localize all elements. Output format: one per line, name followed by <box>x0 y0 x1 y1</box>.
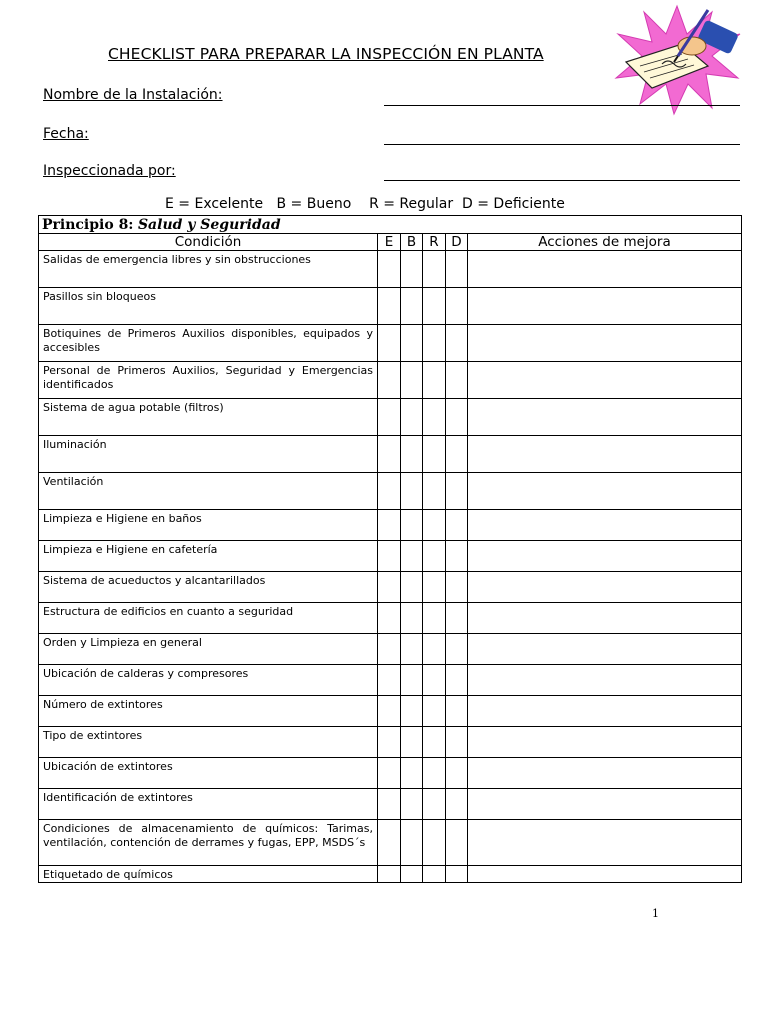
rating-e-cell[interactable] <box>378 696 401 727</box>
rating-d-cell[interactable] <box>446 473 468 510</box>
rating-b-cell[interactable] <box>401 399 423 436</box>
rating-b-cell[interactable] <box>401 325 423 362</box>
condition-cell: Orden y Limpieza en general <box>39 634 378 665</box>
table-row <box>39 789 742 820</box>
condition-cell: Estructura de edificios en cuanto a seguridad <box>39 603 378 634</box>
rating-r-cell[interactable] <box>423 541 446 572</box>
table-row <box>39 866 742 883</box>
condition-cell: Limpieza e Higiene en baños <box>39 510 378 541</box>
rating-d-cell[interactable] <box>446 572 468 603</box>
table-row <box>39 696 742 727</box>
condition-cell: Salidas de emergencia libres y sin obstrucciones <box>39 251 378 288</box>
rating-e-cell[interactable] <box>378 866 401 883</box>
improvement-actions-cell[interactable] <box>468 436 742 473</box>
rating-r-cell[interactable] <box>423 758 446 789</box>
rating-r-cell[interactable] <box>423 634 446 665</box>
rating-b-cell[interactable] <box>401 665 423 696</box>
improvement-actions-cell[interactable] <box>468 572 742 603</box>
improvement-actions-cell[interactable] <box>468 866 742 883</box>
improvement-actions-cell[interactable] <box>468 399 742 436</box>
table-row <box>39 758 742 789</box>
rating-d-cell[interactable] <box>446 362 468 399</box>
rating-b-cell[interactable] <box>401 541 423 572</box>
condition-cell: Ubicación de calderas y compresores <box>39 665 378 696</box>
rating-r-cell[interactable] <box>423 325 446 362</box>
improvement-actions-cell[interactable] <box>468 325 742 362</box>
rating-legend: E = Excelente B = Bueno R = Regular D = Deficiente <box>165 196 565 212</box>
rating-b-cell[interactable] <box>401 572 423 603</box>
rating-e-cell[interactable] <box>378 665 401 696</box>
improvement-actions-cell[interactable] <box>468 362 742 399</box>
table-row <box>39 510 742 541</box>
rating-e-cell[interactable] <box>378 399 401 436</box>
improvement-actions-cell[interactable] <box>468 820 742 866</box>
condition-cell: Botiquines de Primeros Auxilios disponibles, equipados y accesibles <box>39 325 378 362</box>
table-row <box>39 251 742 288</box>
condition-cell: Tipo de extintores <box>39 727 378 758</box>
condition-cell: Limpieza e Higiene en cafetería <box>39 541 378 572</box>
condition-cell: Etiquetado de químicos <box>39 866 378 883</box>
improvement-actions-cell[interactable] <box>468 288 742 325</box>
improvement-actions-cell[interactable] <box>468 510 742 541</box>
improvement-actions-cell[interactable] <box>468 603 742 634</box>
table-row <box>39 541 742 572</box>
rating-e-cell[interactable] <box>378 820 401 866</box>
rating-d-cell[interactable] <box>446 758 468 789</box>
table-row <box>39 820 742 866</box>
rating-r-cell[interactable] <box>423 436 446 473</box>
improvement-actions-cell[interactable] <box>468 789 742 820</box>
rating-b-cell[interactable] <box>401 820 423 866</box>
inspected-by-label: Inspeccionada por: <box>43 163 176 179</box>
rating-d-cell[interactable] <box>446 696 468 727</box>
rating-e-cell[interactable] <box>378 436 401 473</box>
actions-header: Acciones de mejora <box>468 234 742 251</box>
rating-e-cell[interactable] <box>378 510 401 541</box>
condition-cell: Ubicación de extintores <box>39 758 378 789</box>
rating-d-cell[interactable] <box>446 325 468 362</box>
rating-d-cell[interactable] <box>446 866 468 883</box>
condition-cell: Identificación de extintores <box>39 789 378 820</box>
rating-d-cell[interactable] <box>446 820 468 866</box>
principle-name: Salud y Seguridad <box>137 217 281 233</box>
table-row <box>39 436 742 473</box>
rating-b-cell[interactable] <box>401 866 423 883</box>
rating-r-cell[interactable] <box>423 510 446 541</box>
table-row <box>39 288 742 325</box>
condition-cell: Ventilación <box>39 473 378 510</box>
facility-name-field[interactable] <box>384 105 740 106</box>
condition-cell: Personal de Primeros Auxilios, Seguridad y Emergencias identificados <box>39 362 378 399</box>
rating-b-cell[interactable] <box>401 727 423 758</box>
table-row <box>39 727 742 758</box>
rating-d-cell[interactable] <box>446 603 468 634</box>
rating-d-cell[interactable] <box>446 399 468 436</box>
principle-row <box>39 216 742 234</box>
condition-cell: Sistema de agua potable (filtros) <box>39 399 378 436</box>
rating-b-cell[interactable] <box>401 603 423 634</box>
rating-b-cell[interactable] <box>401 758 423 789</box>
rating-r-cell[interactable] <box>423 727 446 758</box>
rating-d-cell[interactable] <box>446 288 468 325</box>
table-row <box>39 325 742 362</box>
principle-heading <box>39 216 742 234</box>
rating-e-cell[interactable] <box>378 758 401 789</box>
rating-b-cell[interactable] <box>401 436 423 473</box>
date-field[interactable] <box>384 144 740 145</box>
table-row <box>39 362 742 399</box>
table-row <box>39 572 742 603</box>
rating-e-cell[interactable] <box>378 727 401 758</box>
condition-cell: Condiciones de almacenamiento de químicos: Tarimas, ventilación, contención de derrames y fugas, EPP, MSDS´s <box>39 820 378 866</box>
rating-r-cell[interactable] <box>423 362 446 399</box>
rating-e-cell[interactable] <box>378 473 401 510</box>
rating-d-cell[interactable] <box>446 251 468 288</box>
improvement-actions-cell[interactable] <box>468 727 742 758</box>
rating-b-cell[interactable] <box>401 251 423 288</box>
rating-e-cell[interactable] <box>378 325 401 362</box>
document-title: CHECKLIST PARA PREPARAR LA INSPECCIÓN EN PLANTA <box>108 45 544 63</box>
checklist-table <box>38 215 742 883</box>
table-row <box>39 603 742 634</box>
checklist-rows <box>39 251 742 883</box>
rating-e-cell[interactable] <box>378 789 401 820</box>
rating-e-cell[interactable] <box>378 362 401 399</box>
deficient-header: D <box>446 234 468 251</box>
improvement-actions-cell[interactable] <box>468 251 742 288</box>
condition-header: Condición <box>39 234 378 251</box>
improvement-actions-cell[interactable] <box>468 665 742 696</box>
condition-cell: Pasillos sin bloqueos <box>39 288 378 325</box>
rating-b-cell[interactable] <box>401 288 423 325</box>
rating-e-cell[interactable] <box>378 288 401 325</box>
rating-e-cell[interactable] <box>378 251 401 288</box>
facility-name-label: Nombre de la Instalación: <box>43 87 223 103</box>
date-label: Fecha: <box>43 126 89 142</box>
improvement-actions-cell[interactable] <box>468 541 742 572</box>
rating-d-cell[interactable] <box>446 510 468 541</box>
rating-d-cell[interactable] <box>446 789 468 820</box>
rating-r-cell[interactable] <box>423 399 446 436</box>
rating-e-cell[interactable] <box>378 603 401 634</box>
improvement-actions-cell[interactable] <box>468 696 742 727</box>
rating-b-cell[interactable] <box>401 789 423 820</box>
hand-writing-document-icon <box>612 4 742 116</box>
rating-r-cell[interactable] <box>423 665 446 696</box>
rating-r-cell[interactable] <box>423 696 446 727</box>
condition-cell: Iluminación <box>39 436 378 473</box>
table-row <box>39 399 742 436</box>
page-number: 1 <box>652 907 659 920</box>
rating-b-cell[interactable] <box>401 473 423 510</box>
rating-e-cell[interactable] <box>378 634 401 665</box>
rating-e-cell[interactable] <box>378 541 401 572</box>
table-row <box>39 665 742 696</box>
table-row <box>39 634 742 665</box>
rating-d-cell[interactable] <box>446 665 468 696</box>
table-row <box>39 473 742 510</box>
rating-e-cell[interactable] <box>378 572 401 603</box>
rating-b-cell[interactable] <box>401 696 423 727</box>
rating-r-cell[interactable] <box>423 251 446 288</box>
rating-r-cell[interactable] <box>423 572 446 603</box>
rating-b-cell[interactable] <box>401 634 423 665</box>
regular-header: R <box>423 234 446 251</box>
excellent-header: E <box>378 234 401 251</box>
inspected-by-field[interactable] <box>384 180 740 181</box>
rating-r-cell[interactable] <box>423 288 446 325</box>
rating-b-cell[interactable] <box>401 362 423 399</box>
rating-d-cell[interactable] <box>446 436 468 473</box>
condition-cell: Sistema de acueductos y alcantarillados <box>39 572 378 603</box>
rating-r-cell[interactable] <box>423 789 446 820</box>
good-header: B <box>401 234 423 251</box>
rating-r-cell[interactable] <box>423 820 446 866</box>
rating-r-cell[interactable] <box>423 866 446 883</box>
rating-d-cell[interactable] <box>446 634 468 665</box>
improvement-actions-cell[interactable] <box>468 634 742 665</box>
principle-label: Principio 8: <box>42 217 134 233</box>
rating-r-cell[interactable] <box>423 603 446 634</box>
condition-cell: Número de extintores <box>39 696 378 727</box>
rating-d-cell[interactable] <box>446 541 468 572</box>
improvement-actions-cell[interactable] <box>468 473 742 510</box>
rating-d-cell[interactable] <box>446 727 468 758</box>
header-row <box>39 234 742 251</box>
rating-b-cell[interactable] <box>401 510 423 541</box>
rating-r-cell[interactable] <box>423 473 446 510</box>
improvement-actions-cell[interactable] <box>468 758 742 789</box>
